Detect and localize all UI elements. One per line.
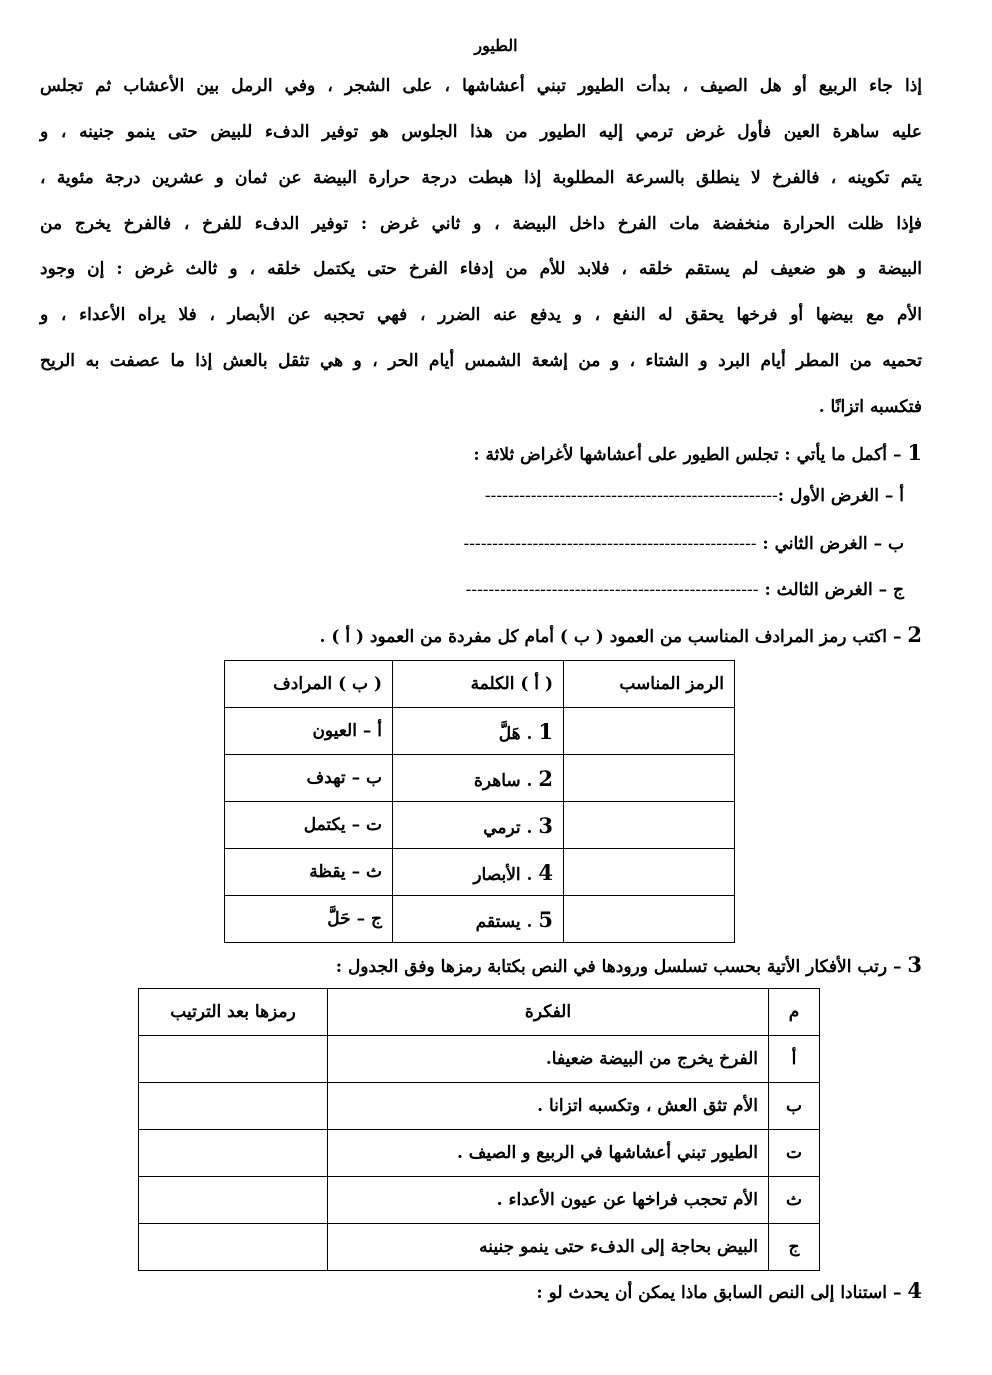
answer-cell[interactable] [564,849,735,896]
answer-cell[interactable] [139,1224,328,1271]
question-1: 1 – أكمل ما يأتي : تجلس الطيور على أعشاشها لأغراض ثلاثة : [473,440,922,465]
answer-cell[interactable] [564,708,735,755]
table-row: 5 . يستقم ج – حَلَّ [225,896,735,943]
answer-line-1[interactable]: أ – الغرض الأول :--------------------------------------------------- [484,486,904,506]
table-row: 1 . هَلَّ أ – العيون [225,708,735,755]
synonyms-table [224,660,735,943]
table-row: 2 . ساهرة ب – تهدف [225,755,735,802]
question-2: 2 – اكتب رمز المرادف المناسب من العمود ( ب ) أمام كل مفردة من العمود ( أ ) . [319,622,922,647]
page-title: الطيور [474,36,518,55]
answer-cell[interactable] [564,896,735,943]
table-row: 4 . الأبصار ث – يقظة [225,849,735,896]
paragraph-line: البيضة و هو ضعيف لم يستقم خلقه ، فلابد للأم من إدفاء الفرخ حتى يكتمل خلقه ، و ثالث غرض : إن وجود [40,259,922,279]
paragraph-line: تحميه من المطر أيام البرد و الشتاء ، و من إشعة الشمس أيام الحر ، و هي تثقل بالعش إذا ما عصفت به الريح [40,351,922,371]
paragraph-line: فإذا ظلت الحرارة منخفضة مات الفرخ داخل البيضة ، و ثاني غرض : توفير الدفء للفرخ ، فالفرخ يخرج من [40,214,922,234]
paragraph-line: الأم مع بيضها أو فرخها يحقق له النفع ، و يدفع عنه الضرر ، فهي تحجبه عن الأبصار ، فلا يراه الأعداء ، و [40,305,922,325]
table-row: ث الأم تحجب فراخها عن عيون الأعداء . [139,1177,820,1224]
answer-cell[interactable] [139,1130,328,1177]
ordering-table [138,988,820,1271]
question-4: 4 – استنادا إلى النص السابق ماذا يمكن أن يحدث لو : [536,1278,922,1303]
answer-cell[interactable] [564,755,735,802]
table-row: 3 . ترمي ت – يكتمل [225,802,735,849]
paragraph-line: يتم تكوينه ، فالفرخ لا ينطلق بالسرعة المطلوبة إذا هبطت درجة حرارة البيضة عن ثمان و عشرين درجة مئوية ، [40,168,922,188]
table-row: أ الفرخ يخرج من البيضة ضعيفا. [139,1036,820,1083]
answer-cell[interactable] [139,1083,328,1130]
answer-line-3[interactable]: ج – الغرض الثالث : --------------------------------------------------- [465,580,904,600]
table-header-row: الرمز المناسب ( أ ) الكلمة ( ب ) المرادف [225,661,735,708]
paragraph-line: عليه ساهرة العين فأول غرض ترمي إليه الطيور من هذا الجلوس هو توفير الدفء للبيض حتى ينمو جنينه ، و [40,122,922,142]
table-header-row: م الفكرة رمزها بعد الترتيب [139,989,820,1036]
table-row: ب الأم تثق العش ، وتكسبه اتزانا . [139,1083,820,1130]
paragraph-line: إذا جاء الربيع أو هل الصيف ، بدأت الطيور تبني أعشاشها ، على الشجر ، وفي الرمل بين الأعشاب ثم تجلس [40,76,922,96]
answer-cell[interactable] [564,802,735,849]
answer-line-2[interactable]: ب – الغرض الثاني : --------------------------------------------------- [463,534,904,554]
answer-cell[interactable] [139,1036,328,1083]
table-row: ت الطيور تبني أعشاشها في الربيع و الصيف . [139,1130,820,1177]
paragraph-line: فتكسبه اتزانًا . [818,397,922,417]
table-row: ج البيض بحاجة إلى الدفء حتى ينمو جنينه [139,1224,820,1271]
question-3: 3 – رتب الأفكار الأتية بحسب تسلسل ورودها في النص بكتابة رمزها وفق الجدول : [335,952,922,977]
answer-cell[interactable] [139,1177,328,1224]
